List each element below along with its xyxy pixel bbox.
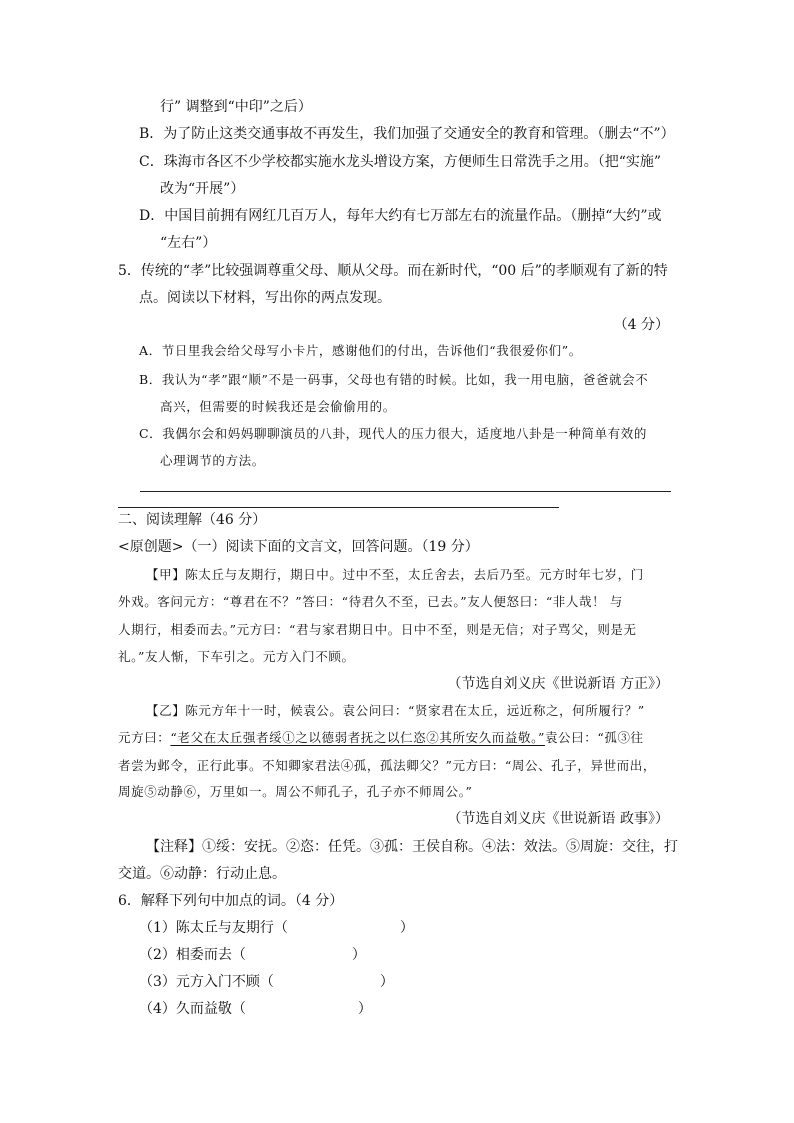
passage-jia-line1: 【甲】陈太丘与友期行，期日中。过中不至，太丘舍去，去后乃至。元方时年七岁，门	[146, 567, 644, 582]
passage-yi-line3: 者尝为邺令，正行此事。不知卿家君法④孤，孤法卿父？”元方曰：“周公、孔子，异世而出，	[118, 758, 656, 773]
q5-stem-line1: 5．传统的“孝”比较强调尊重父母、顺从父母。而在新时代，“00 后”的孝顺观有了新的特	[118, 263, 668, 279]
passage-jia-line3: 人期行，相委而去。”元方曰：“君与家君期日中。日中不至，则是无信；对子骂父，则是无	[118, 622, 637, 637]
passage-jia-source: （节选自刘义庆《世说新语 方正》）	[447, 676, 669, 692]
answer-line-1	[140, 491, 671, 492]
notes-line1: 【注释】①绥：安抚。②恣：任凭。③孤：王侯自称。④法：效法。⑤周旋：交往，打	[146, 839, 678, 855]
q6-item-2-text: （2）相委而去（	[139, 947, 246, 963]
q6-item-4-close: ）	[357, 1001, 372, 1017]
passage-jia-line4: 礼。”友人惭，下车引之。元方入门不顾。	[118, 649, 355, 664]
q6-item-3	[139, 973, 394, 991]
q5-score: （4 分）	[613, 317, 669, 333]
passage-yi-line2-end: 袁公曰：“孤③往	[544, 730, 644, 745]
passage-jia-line2: 外戏。客问元方：“尊君在不？”答曰：“待君久不至，已去。”友人便怒曰：“非人哉！ 与	[118, 594, 623, 609]
q6-item-3-close: ）	[379, 974, 394, 990]
q6-item-2-close: ）	[351, 947, 366, 963]
underlined-sentence: “老父在太丘强者绥①之以德弱者抚之以仁恣②其所安久而益敬。”	[170, 730, 545, 745]
q5-material-b-line1: B．我认为“孝”跟“顺”不是一码事，父母也有错的时候。比如，我一用电脑，爸爸就会不	[139, 372, 649, 387]
q6-item-1-text: （1）陈太丘与友期行（	[139, 920, 288, 936]
q6-item-1	[139, 919, 414, 937]
q6-item-2	[139, 946, 366, 964]
q4-option-d-line2: “左右”）	[160, 235, 217, 251]
answer-line-2	[118, 507, 559, 508]
passage-yi-line1: 【乙】陈元方年十一时，候袁公。袁公问曰：“贤家君在太丘，远近称之，何所履行？”	[146, 703, 645, 718]
q6-item-3-text: （3）元方入门不顾（	[139, 974, 274, 990]
section2-subtitle: <原创题>（一）阅读下面的文言文，回答问题。（19 分）	[118, 539, 479, 555]
q4-option-c-line2: 改为“开展”）	[160, 181, 245, 197]
q5-material-a: A．节日里我会给父母写小卡片，感谢他们的付出，告诉他们“我很爱你们”。	[139, 343, 582, 358]
q6-item-4	[139, 1000, 372, 1018]
q5-material-b-line2: 高兴，但需要的时候我还是会偷偷用的。	[160, 399, 396, 414]
notes-line2: 交道。⑥动静：行动止息。	[118, 866, 286, 882]
section2-title: 二、阅读理解（46 分）	[118, 512, 267, 528]
q5-stem-line2: 点。阅读以下材料，写出你的两点发现。	[139, 290, 391, 306]
q4-option-d-line1: D．中国目前拥有网红几百万人，每年大约有七万部左右的流量作品。（删掉“大约”或	[139, 208, 662, 224]
q4-option-a-tail: 行” 调整到“中印”之后）	[160, 99, 312, 115]
q5-material-c-line2: 心理调节的方法。	[160, 453, 265, 468]
q6-item-4-text: （4）久而益敬（	[139, 1001, 246, 1017]
q6-item-1-close: ）	[399, 920, 414, 936]
passage-yi-line2	[118, 729, 644, 747]
q6-stem: 6．解释下列句中加点的词。（4 分）	[118, 893, 344, 909]
passage-yi-line2-start: 元方曰：	[118, 730, 171, 745]
q4-option-c-line1: C．珠海市各区不少学校都实施水龙头增设方案，方便师生日常洗手之用。（把“实施”	[139, 154, 662, 170]
passage-yi-source: （节选自刘义庆《世说新语 政事》）	[447, 811, 669, 827]
q5-material-c-line1: C．我偶尔会和妈妈聊聊演员的八卦，现代人的压力很大，适度地八卦是一种简单有效的	[139, 426, 647, 441]
q4-option-b: B．为了防止这类交通事故不再发生，我们加强了交通安全的教育和管理。（删去“不”）	[139, 126, 675, 142]
passage-yi-line4: 周旋⑤动静⑥，万里如一。周公不师孔子，孔子亦不师周公。”	[118, 784, 473, 799]
